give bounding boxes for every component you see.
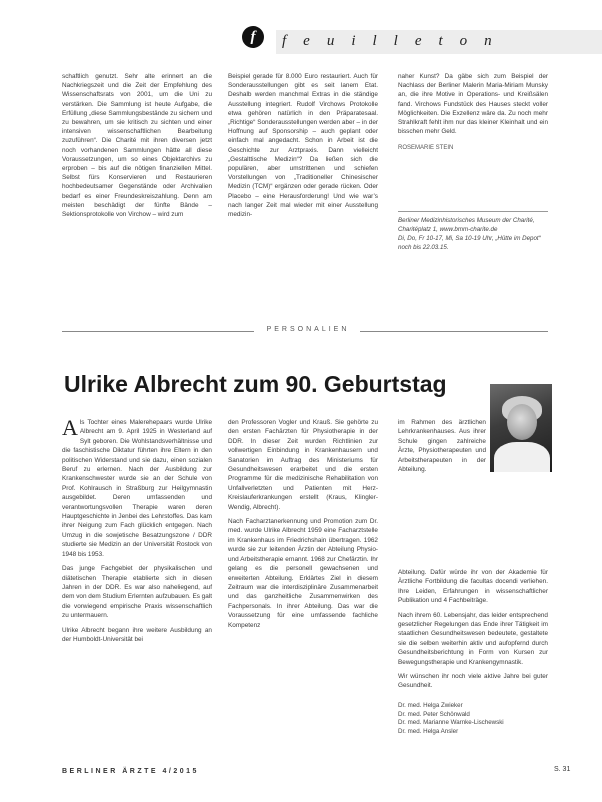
page-number: S. 31 — [554, 766, 571, 773]
footer — [62, 768, 199, 775]
top-article-column-3 — [398, 72, 548, 154]
top-article-signature: ROSEMARIE STEIN — [398, 145, 454, 152]
article-paragraph: Das junge Fachgebiet der physikalischen und diätetischen Therapie etablierte sich in diesen Jahren in der DDR. Es war also naheliegend, auf dem von dem Studium Erlernten aufzubauen. Es galt die vorwiegend empirische Praxis wissenschaftlich zu untermauern. — [62, 565, 212, 620]
section-badge-icon: f — [242, 26, 264, 48]
portrait-photo — [490, 384, 552, 472]
article-paragraph: Wir wünschen ihr noch viele aktive Jahre bei guter Gesundheit. — [398, 673, 548, 690]
infobox-hours: Di, Do, Fr 10-17, Mi, Sa 10-19 Uhr, „Hütte im Depot“ noch bis 22.03.15. — [398, 235, 541, 251]
section-title: feuilleton — [282, 33, 509, 49]
portrait-face — [507, 404, 537, 440]
article-paragraph: Abteilung. Dafür würde ihr von der Akademie für Ärztliche Fortbildung die facultas docendi verliehen. Ihre Leiden, Erfahrungen in wissenschaftlicher Publikation und 4 Fachbeiträge. — [398, 569, 548, 605]
section-divider-left — [62, 331, 254, 332]
article-column-3-top — [398, 418, 486, 479]
top-article-text-2: Beispiel gerade für 8.000 Euro restauriert. Auch für Sonderausstellungen gibt es seit lanem Etat. Deshalb werden manchmal Extras in die ständige Ausstellung integriert. Rudolf Virchows Protokolle etwa gehören natürlich in den Präparatesaal. „Richtige“ Sonderausstellungen werden aber – in der Hoffnung auf Sponsorship – auch geplant oder einfach mal angedacht. Schon in Arbeit ist die Geschichte zur Arztpraxis. Dann vielleicht „Gestalttische Medizin“? Da ließen sich die populären, aber umstrittenen und schiefen Vorstellungen von „Traditioneller Chinesischer Medizin (TCM)“ ergänzen oder gerade rücken. Oder Placebo – eine Herausforderung! Und wie war’s nach langer Zeit mal wieder mit einer Ausstellung medizin- — [228, 73, 378, 219]
article-paragraph-text: ls Tochter eines Malerehepaars wurde Ulrike Albrecht am 9. April 1925 in Westerland auf Sylt geboren. Die Wohlstandsverhältnisse und die faschistische Diktatur führten ihre Eltern in den politischen Widerstand und sie dazu, einen sozialen Beruf zu erlernen. Nach der Ausbildung zur Krankenschwester wurde sie an der Schule von Prof. Kohlrausch in Straßburg zur Heilgymnastin ausgebildet. Deren umfassenden und verantwortungsvollen Therapie waren deren Hauptgeschichte in Jenbei des Lehrstoffes. Das kam ihrer Neigung zum Fach glücklich entgegen. Nach Umzug in die sowjetische Besatzungszone / DDR studierte sie Medizin an der Universität Rostock von 1948 bis 1953. — [62, 419, 212, 558]
footer-issue: 4/2015 — [162, 768, 199, 775]
author-name: Dr. med. Helga Ansler — [398, 727, 459, 735]
article-paragraph: Nach Facharztanerkennung und Promotion zum Dr. med. wurde Ulrike Albrecht 1959 eine Facharztstelle im Krankenhaus im Friedrichshain übertragen. 1962 wurde sie zur leitenden Ärztin der Abteilung Physio- und Arbeitstherapie ernannt. 1968 zur Chefärztin. Ihr gelang es die personell gewachsenen und erweiterten Abteilung. Erklärtes Ziel in diesem Zeitraum war die interdisziplinäre Zusammenarbeit und das ganzheitliche Zusammenwirken des Fachpersonals. In ihrer Abteilung. Das war die Voraussetzung für eine umfassende fachliche Kompetenz — [228, 518, 378, 629]
top-article-text-1: schaftlich genutzt. Sehr alte erinnert an die Nachkriegszeit und die Zeit der Empfehlung des Wissenschaftsrats von 2001, um die Uni zu verstärken. Die Sammlung ist heute Aufgabe, die Erfüllung „diese Sammlungsbestände zu sichern und zu bewahren, um sie kritisch zu sichten und einer intensiven wissenschaftlichen Bearbeitung zuzuführen“. Die Charité mit ihren diversen jetzt noch vorhandenen Sammlungen hätte all diese Voraussetzungen, um so eines Objektarchivs zu erproben – bis auf die nötigen finanziellen Mittel. Selbst fürs Konservieren und Restaurieren hochbedeutsamer Gegenstände oder Archivalien bedarf es einer Freundeskreiszahlung. Denn am meisten beschädigt der fünfte Bände – Sektionsprotokolle von Virchow – wird zum — [62, 73, 212, 219]
author-name: Dr. med. Peter Schönwald — [398, 710, 470, 718]
article-paragraph: im Rahmen des ärztlichen Lehrkrankenhauses. Aus ihrer Schule gingen zahlreiche Ärzte, Physiotherapeuten und Arbeitstherapeuten in der Abteilung. — [398, 419, 486, 474]
article-paragraph: Ulrike Albrecht begann ihre weitere Ausbildung an der Humboldt-Universität bei — [62, 626, 212, 643]
author-name: Dr. med. Helga Zwieker — [398, 702, 463, 709]
drop-cap: A — [62, 415, 78, 440]
portrait-body — [494, 442, 550, 472]
article-headline: Ulrike Albrecht zum 90. Geburtstag — [64, 371, 447, 397]
top-article-text-3: naher Kunst? Da gäbe sich zum Beispiel der Nachlass der Berliner Malerin Maria-Miriam Munsky an, die ihre Motive in Operations- und Kreißsälen fand. Virchows Fundstück des Hauses steckt voller Möglichkeiten. Die Exzellenz wäre da. Zu noch mehr Strahlkraft fehlt ihm nur das kleiner Kleinhalt und ein bisschen mehr Geld. — [398, 73, 548, 136]
author-list — [398, 702, 548, 736]
section-divider-right — [360, 331, 548, 332]
article-paragraph — [62, 415, 212, 559]
article-column-3 — [398, 568, 548, 696]
top-article-column-1 — [62, 72, 212, 219]
infobox-divider — [398, 211, 548, 212]
museum-infobox — [398, 216, 548, 252]
section-label: PERSONALIEN — [266, 326, 350, 333]
author-name: Dr. med. Marianne Warnke-Lischewski — [398, 719, 504, 727]
infobox-title: Berliner Medizinhistorisches Museum der Charité, Charitéplatz 1, www.bmm-charite.de — [398, 217, 535, 233]
footer-publication: BERLINER ÄRZTE — [62, 768, 159, 775]
article-column-2 — [228, 418, 378, 635]
article-paragraph: Nach ihrem 60. Lebensjahr, das leider entsprechend gesetzlicher Regelungen das Ende ihrer Tätigkeit im staatlichen Gesundheitswesen bedeutete, gestaltete sie die selben weiterhin aktiv und aufopfernd durch Gesundheitsberichtung in Form von Kursen zur Bewegungstherapie und Krankengymnastik. — [398, 611, 548, 666]
top-article-column-2 — [228, 72, 378, 219]
article-paragraph: den Professoren Vogler und Krauß. Sie gehörte zu den ersten Fachärzten für Physiotherapie in der DDR. In dieser Zeit wurden Richtlinien zur vollwertigen Einbindung in Krankenhausern und Sanatorien im Auftrag des Ministeriums für Gesundheitswesen erarbeitet und die ersten Programme für die medizinische Rehabilitation von Unfallverletzten und Patienten mit Herz-Kreislauferkrankungen erstellt (Kraus, Klingler-Wendig, Albrecht). — [228, 419, 378, 511]
article-column-1 — [62, 415, 212, 649]
